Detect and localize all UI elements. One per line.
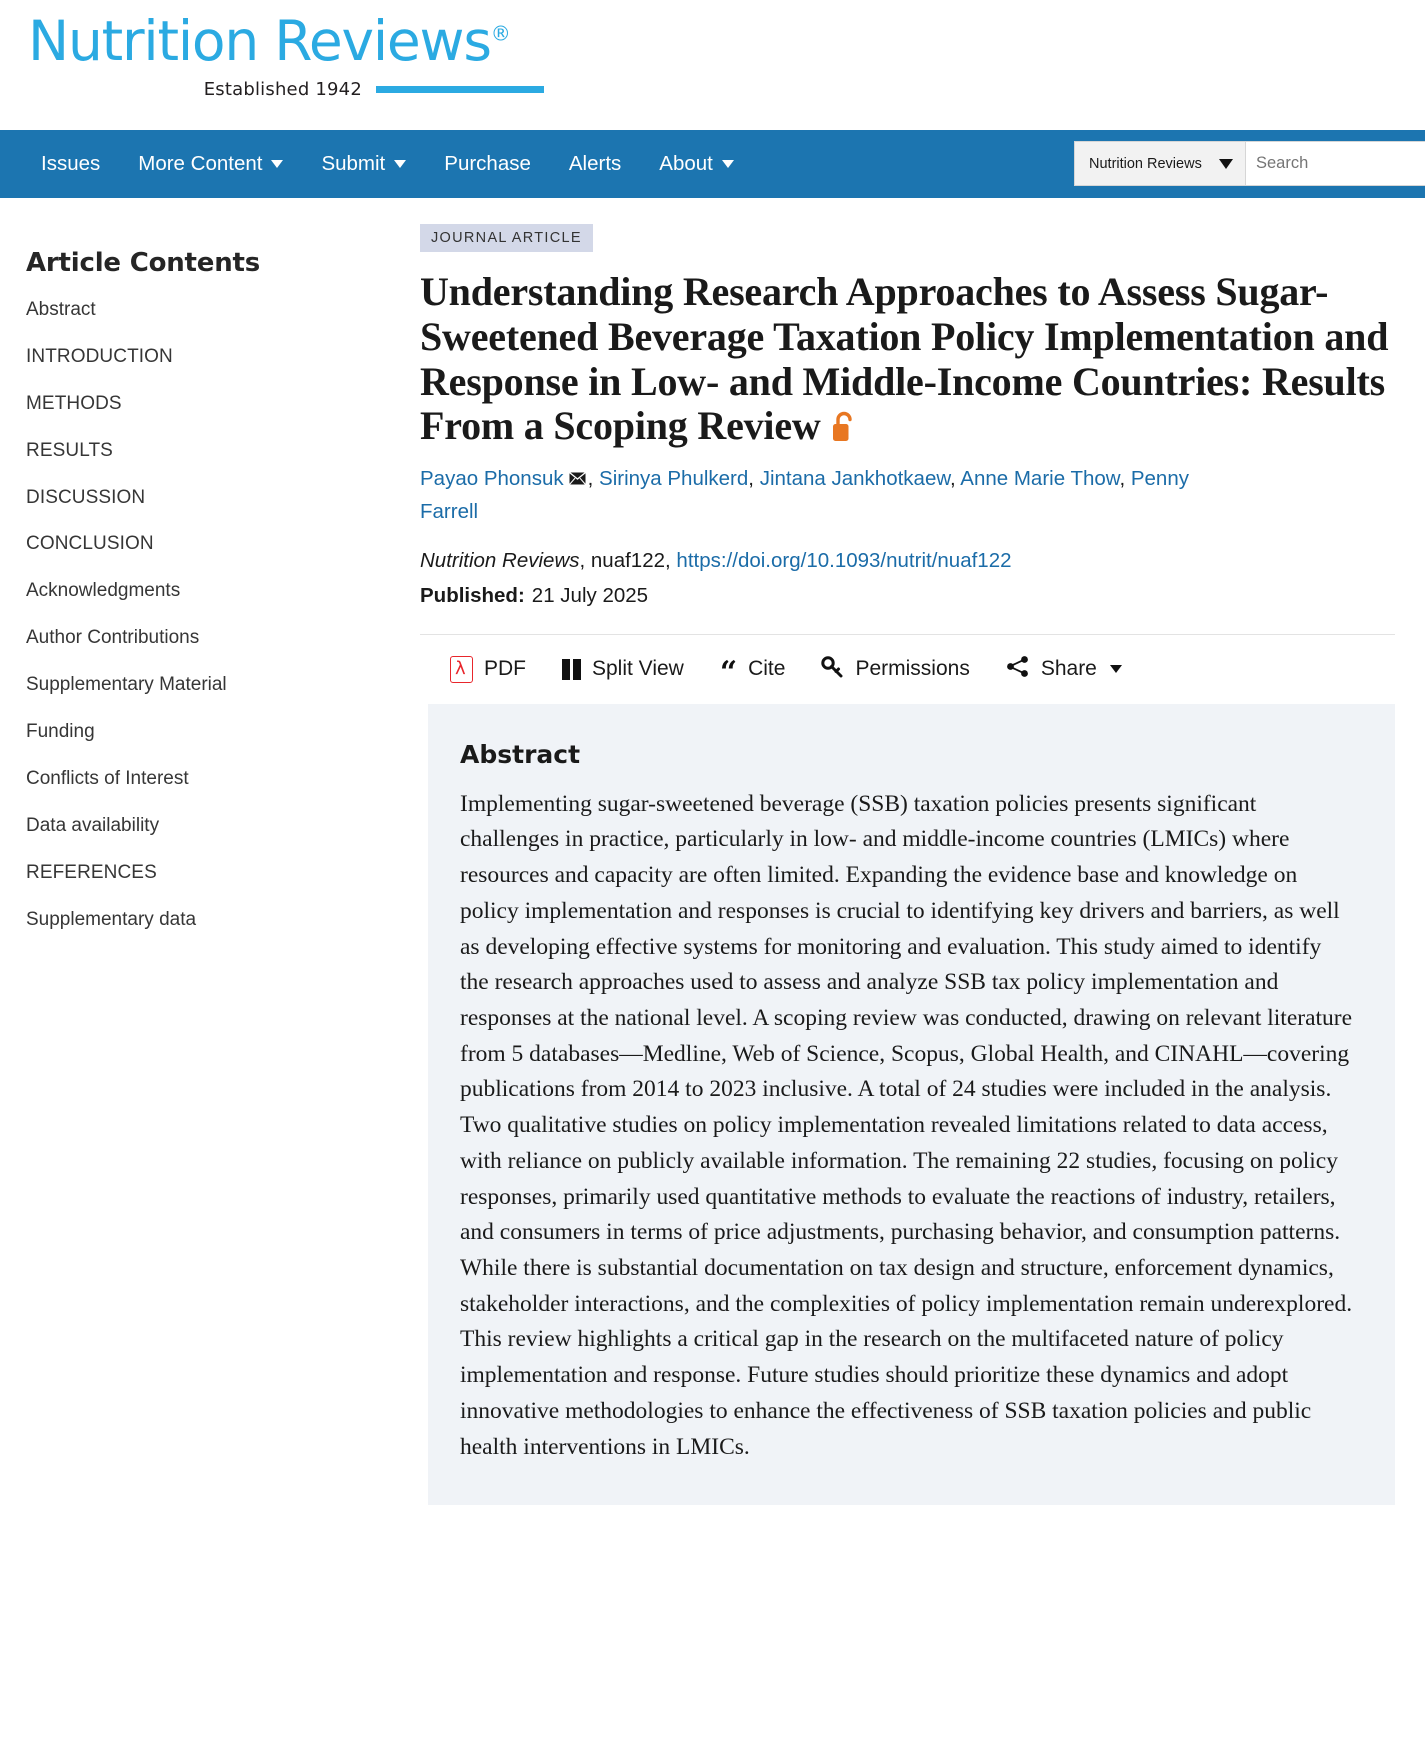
main-navigation-bar <box>0 130 1425 198</box>
article-toolbar <box>420 634 1395 704</box>
citation-line <box>420 546 1395 576</box>
pdf-button-label: PDF <box>484 657 526 681</box>
author-link-3[interactable]: Jintana Jankhotkaew <box>759 467 951 491</box>
author-separator: , <box>950 467 961 491</box>
permissions-button[interactable] <box>821 655 969 684</box>
chevron-down-icon <box>722 160 734 168</box>
author-link-2[interactable]: Sirinya Phulkerd <box>599 467 749 491</box>
envelope-icon[interactable] <box>569 463 586 476</box>
author-separator: , <box>748 467 760 491</box>
nav-item-submit[interactable] <box>302 151 425 175</box>
registered-trademark-icon: ® <box>490 21 510 46</box>
citation-article-id: nuaf122 <box>590 548 666 572</box>
sidebar-item-supplementary-material[interactable]: Supplementary Material <box>26 674 227 696</box>
sidebar-heading: Article Contents <box>26 248 261 278</box>
sidebar-item-introduction[interactable]: INTRODUCTION <box>26 345 173 367</box>
sidebar-item-conclusion[interactable]: CONCLUSION <box>26 533 154 555</box>
citation-separator: , <box>665 548 677 572</box>
sidebar-item-results[interactable]: RESULTS <box>26 439 113 461</box>
chevron-down-icon <box>271 160 283 168</box>
sidebar-item-funding[interactable]: Funding <box>26 721 95 743</box>
share-button-label: Share <box>1040 657 1097 681</box>
article-contents-sidebar <box>0 224 420 1505</box>
citation-journal-name: Nutrition Reviews <box>420 548 580 572</box>
cite-button-label: Cite <box>748 657 786 681</box>
abstract-panel <box>428 704 1395 1506</box>
nav-item-about[interactable] <box>640 151 753 175</box>
cite-button[interactable] <box>719 655 786 691</box>
sidebar-item-acknowledgments[interactable]: Acknowledgments <box>26 580 181 602</box>
sidebar-item-author-contributions[interactable]: Author Contributions <box>26 627 200 649</box>
site-masthead <box>0 0 1425 130</box>
sidebar-item-discussion[interactable]: DISCUSSION <box>26 486 146 508</box>
nav-item-more-content[interactable] <box>119 151 302 175</box>
page-title <box>420 270 1395 453</box>
published-line <box>420 584 1395 608</box>
open-access-icon <box>829 408 859 453</box>
search-group <box>1074 141 1425 186</box>
abstract-heading: Abstract <box>460 739 581 769</box>
article-type-badge: JOURNAL ARTICLE <box>420 224 593 252</box>
citation-separator: , <box>579 548 591 572</box>
sidebar-item-conflicts-of-interest[interactable]: Conflicts of Interest <box>26 767 189 789</box>
sidebar-item-supplementary-data[interactable]: Supplementary data <box>26 908 197 930</box>
nav-item-alerts-label: Alerts <box>568 151 622 175</box>
author-link-4[interactable]: Anne Marie Thow <box>960 467 1120 491</box>
nav-item-issues-label: Issues <box>41 151 101 175</box>
split-view-icon <box>562 659 581 680</box>
chevron-down-icon <box>394 160 406 168</box>
nav-item-submit-label: Submit <box>321 151 386 175</box>
logo-rule-divider <box>376 86 544 93</box>
key-icon <box>821 655 844 684</box>
nav-item-more-content-label: More Content <box>138 151 263 175</box>
sidebar-item-data-availability[interactable]: Data availability <box>26 814 160 836</box>
sidebar-item-abstract[interactable]: Abstract <box>26 299 96 320</box>
split-view-button-label: Split View <box>592 657 684 681</box>
published-label: Published: <box>420 583 525 607</box>
journal-established-line <box>28 79 548 100</box>
quote-icon: “ <box>719 655 738 691</box>
journal-logo-title <box>28 9 548 73</box>
pdf-button[interactable] <box>450 656 526 683</box>
published-date: 21 July 2025 <box>531 583 649 607</box>
search-scope-select[interactable] <box>1074 141 1246 186</box>
journal-logo-name: Nutrition Reviews <box>28 9 491 73</box>
sidebar-item-methods[interactable]: METHODS <box>26 392 122 414</box>
chevron-down-icon <box>1110 665 1122 673</box>
chevron-down-icon <box>1219 159 1233 169</box>
search-input[interactable] <box>1246 141 1425 186</box>
page-body <box>0 198 1425 1505</box>
nav-item-about-label: About <box>659 151 713 175</box>
share-icon <box>1006 655 1030 684</box>
author-link-1[interactable]: Payao Phonsuk <box>420 467 564 491</box>
nav-item-purchase[interactable] <box>425 151 550 175</box>
author-list <box>420 463 1250 528</box>
author-separator: , <box>1119 467 1131 491</box>
search-scope-value: Nutrition Reviews <box>1089 155 1202 172</box>
doi-link[interactable]: https://doi.org/10.1093/nutrit/nuaf122 <box>676 548 1012 572</box>
sidebar-item-references[interactable]: REFERENCES <box>26 861 157 883</box>
author-link-5[interactable]: Penny Farrell <box>420 467 1189 523</box>
article-main <box>420 224 1425 1505</box>
nav-item-issues[interactable] <box>22 151 119 175</box>
nav-item-purchase-label: Purchase <box>444 151 531 175</box>
article-title-text: Understanding Research Approaches to Assess Sugar-Sweetened Beverage Taxation Policy Implementation and Response in Low- and Middle-Income Countries: Results From a Scoping Review <box>420 269 1389 449</box>
author-separator: , <box>587 467 600 491</box>
journal-logo[interactable] <box>28 9 548 100</box>
pdf-icon <box>450 656 473 683</box>
share-button[interactable] <box>1006 655 1122 684</box>
permissions-button-label: Permissions <box>855 657 970 681</box>
journal-established-text: Established 1942 <box>203 79 362 100</box>
nav-item-alerts[interactable] <box>550 151 640 175</box>
abstract-body: Implementing sugar-sweetened beverage (SSB) taxation policies presents significant challenges in practice, particularly in low- and middle-income countries (LMICs) where resources and capacity are often limited. Expanding the evidence base and knowledge on policy implementation and responses is crucial to identifying key drivers and barriers, as well as developing effective systems for monitoring and evaluation. This study aimed to identify the research approaches used to assess and analyze SSB tax policy implementation and responses at the national level. A scoping review was conducted, drawing on relevant literature from 5 databases—Medline, Web of Science, Scopus, Global Health, and CINAHL—covering publications from 2014 to 2023 inclusive. A total of 24 studies were included in the analysis. Two qualitative studies on policy implementation revealed limitations related to data access, with reliance on publicly available information. The remaining 22 studies, focusing on policy responses, primarily used quantitative methods to evaluate the reactions of industry, retailers, and consumers in terms of price adjustments, purchasing behavior, and consumption patterns. While there is substantial documentation on tax design and structure, enforcement dynamics, stakeholder interactions, and the complexities of policy implementation remain underexplored. This review highlights a critical gap in the research on the multifaceted nature of policy implementation and response. Future studies should prioritize these dynamics and adopt innovative methodologies to enhance the effectiveness of SSB taxation policies and public health interventions in LMICs. <box>460 790 1353 1460</box>
split-view-button[interactable] <box>562 657 684 681</box>
